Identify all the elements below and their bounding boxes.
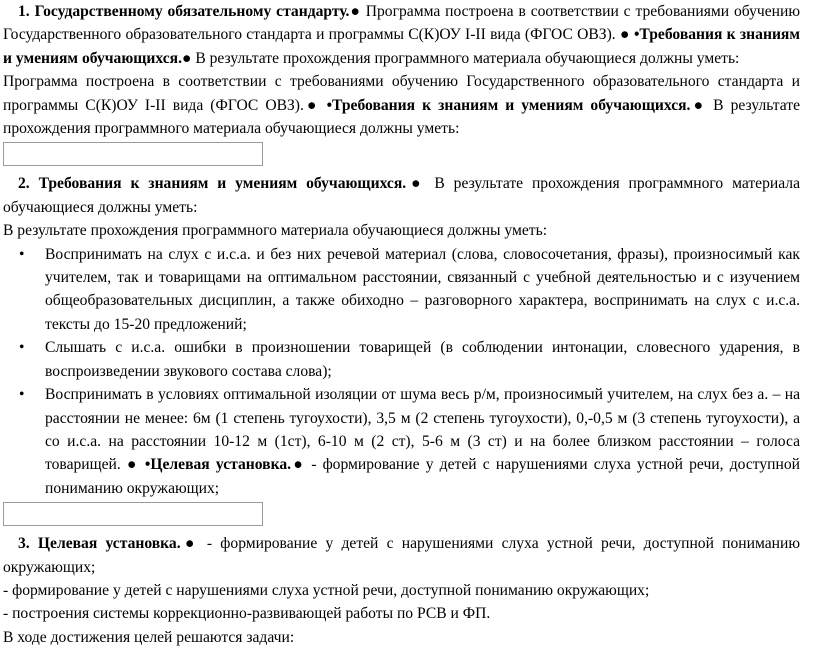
empty-text-box[interactable] — [3, 502, 263, 526]
list-item: • Слышать с и.с.а. ошибки в произношении товарищей (в соблюдении интонации, словесного ударения, в воспроизведении звукового состава слова); — [19, 339, 800, 380]
section-1-repeat-paragraph: Программа построена в соответствии с требованиями обучению Государственного образовательного стандарта и программы С(К)ОУ I-II вида (ФГОС ОВЗ).● •Требования к знаниям и умениям обучающихся.● В результате прохождения программного материала обучающиеся должны уметь: — [3, 73, 800, 138]
section-3-paragraph: 3. Целевая установка.● - формирование у детей с нарушениями слуха устной речи, доступной пониманию окружающих; — [3, 535, 801, 576]
bullet-mark: ● — [349, 3, 361, 20]
section-3-heading: 3. Целевая установка. — [18, 535, 181, 553]
list-item: • Воспринимать на слух с и.с.а. и без них речевой материал (слова, словосочетания, фразы), произносимый как учителем, так и товарищами на оптимальном расстоянии, связанный с учебной деятельностью и с изучением общеобразовательных дисциплин, а также обиходно – разговорного характера, воспринимать на слух с и.с.а. тексты до 15-20 предложений; — [19, 245, 800, 333]
skills-list — [3, 243, 800, 500]
section-2-heading: 2. Требования к знаниям и умениям обучающихся. — [18, 175, 407, 193]
section-2-line: В результате прохождения программного материала обучающиеся должны уметь: — [3, 222, 548, 240]
section-2-paragraph: 2. Требования к знаниям и умениям обучающихся.● В результате прохождения программного материала обучающиеся должны уметь: — [3, 175, 800, 216]
section-1-paragraph: 1. Государственному обязательному стандарту.● Программа построена в соответствии с требованиями обучению Государственного образовательного стандарта и программы С(К)ОУ I-II вида (ФГОС ОВЗ). ● •Требования к знаниям и умениям обучающихся.● В результате прохождения программного материала обучающиеся должны уметь: — [3, 3, 801, 67]
empty-text-box[interactable] — [3, 142, 263, 166]
section-3-line: - формирование у детей с нарушениями слуха устной речи, доступной пониманию окружающих; — [3, 581, 650, 599]
section-3-line: - построения системы коррекционно-развивающей работы по РСВ и ФП. — [3, 605, 491, 623]
list-item: • Воспринимать в условиях оптимальной изоляции от шума весь р/м, произносимый учителем, на слух без а. – на расстоянии не менее: 6м (1 степень тугоухости), 3,5 м (2 степень тугоухости), 0,-0,5 м (3 степень тугоухости), а со и.с.а. на расстоянии 10-12 м (1ст), 6-10 м (2 ст), 5-6 м (3 ст) и на более близком расстоянии – голоса товарищей. ● •Целевая установка.● - формирование у детей с нарушениями слуха устной речи, доступной пониманию окружающих; — [19, 386, 800, 497]
section-3-line: В ходе достижения целей решаются задачи: — [3, 628, 295, 646]
section-1-heading: 1. Государственному обязательному стандарту. — [18, 3, 350, 20]
